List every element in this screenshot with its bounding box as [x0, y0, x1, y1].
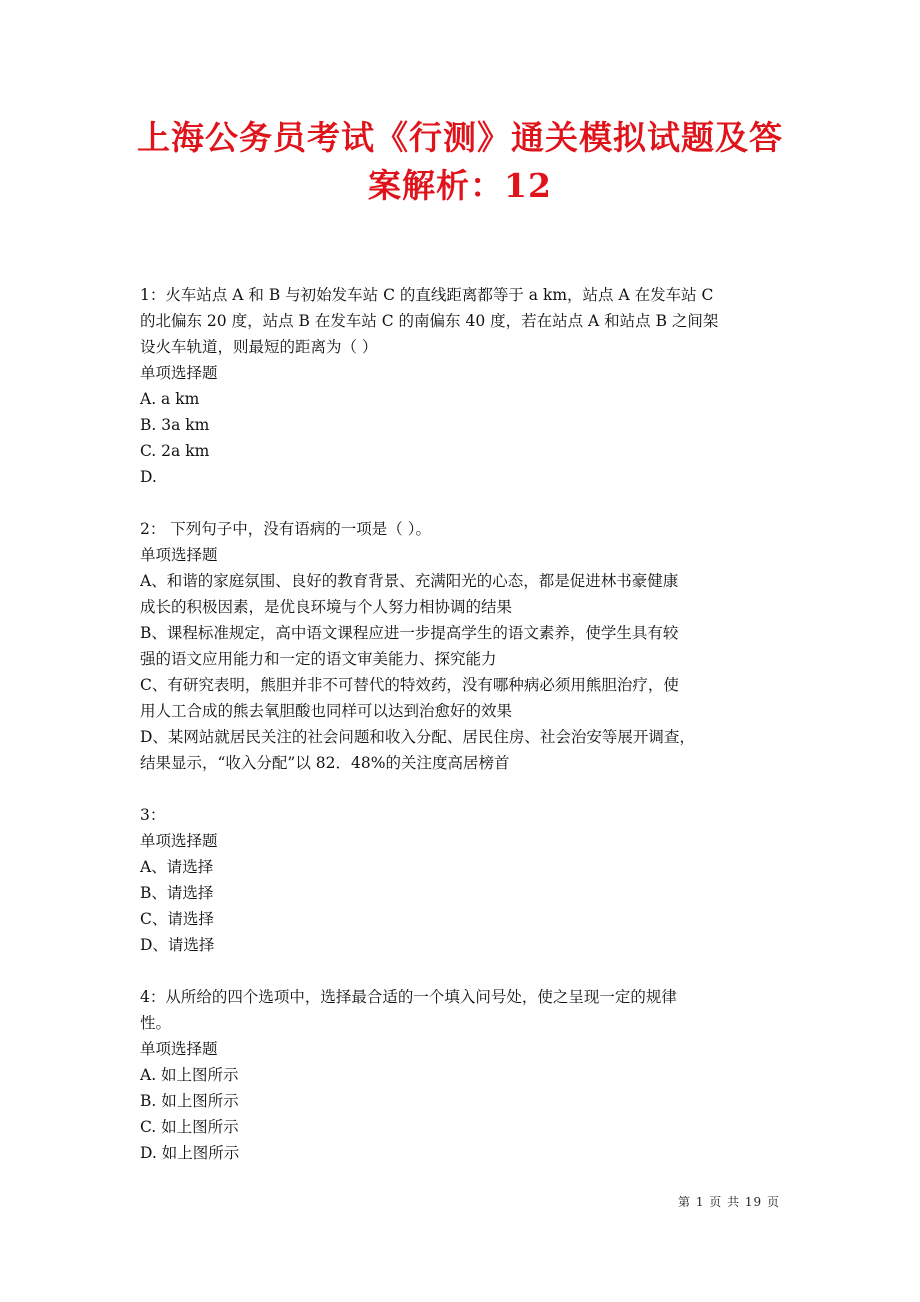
q3-stem: 3： — [140, 806, 166, 824]
q4-option-c: C. 如上图所示 — [140, 1118, 239, 1136]
q1-stem-line-1: 1：火车站点 A 和 B 与初始发车站 C 的直线距离都等于 a km，站点 A 在发车站 C — [140, 286, 714, 304]
q4-stem-line-2: 性。 — [140, 1014, 172, 1032]
q2-option-c-line-1: C、有研究表明，熊胆并非不可替代的特效药，没有哪种病必须用熊胆治疗，使 — [140, 676, 679, 694]
q3-option-a: A、请选择 — [140, 858, 214, 876]
q2-stem: 2： 下列句子中，没有语病的一项是（ ）。 — [140, 520, 431, 538]
document-title-line-1: 上海公务员考试《行测》通关模拟试题及答 — [137, 118, 783, 157]
q4-option-b: B. 如上图所示 — [140, 1092, 239, 1110]
q2-type: 单项选择题 — [140, 546, 218, 564]
q4-option-d: D. 如上图所示 — [140, 1144, 240, 1162]
q4-stem-line-1: 4：从所给的四个选项中，选择最合适的一个填入问号处，使之呈现一定的规律 — [140, 988, 677, 1006]
q4-option-a: A. 如上图所示 — [140, 1066, 239, 1084]
q4-type: 单项选择题 — [140, 1040, 218, 1058]
q1-type: 单项选择题 — [140, 364, 218, 382]
q3-option-c: C、请选择 — [140, 910, 214, 928]
q2-option-d-line-2: 结果显示，“收入分配”以 82．48%的关注度高居榜首 — [140, 754, 510, 772]
q2-option-c-line-2: 用人工合成的熊去氧胆酸也同样可以达到治愈好的效果 — [140, 702, 513, 720]
document-title-line-2: 案解析：12 — [368, 166, 552, 205]
q1-option-c: C. 2a km — [140, 442, 210, 460]
q3-option-b: B、请选择 — [140, 884, 214, 902]
q1-stem-line-3: 设火车轨道，则最短的距离为（ ） — [140, 338, 378, 356]
q2-option-b-line-1: B、课程标准规定，高中语文课程应进一步提高学生的语文素养，使学生具有较 — [140, 624, 679, 642]
q2-option-a-line-2: 成长的积极因素，是优良环境与个人努力相协调的结果 — [140, 598, 513, 616]
q1-option-b: B. 3a km — [140, 416, 210, 434]
q1-stem-line-2: 的北偏东 20 度，站点 B 在发车站 C 的南偏东 40 度，若在站点 A 和站点 B 之间架 — [140, 312, 719, 330]
q1-option-a: A. a km — [140, 390, 200, 408]
q3-option-d: D、请选择 — [140, 936, 215, 954]
q1-option-d: D. — [140, 468, 157, 486]
page-indicator: 第 1 页 共 19 页 — [678, 1195, 780, 1209]
q2-option-a-line-1: A、和谐的家庭氛围、良好的教育背景、充满阳光的心态，都是促进林书豪健康 — [140, 572, 679, 590]
q2-option-b-line-2: 强的语文应用能力和一定的语文审美能力、探究能力 — [140, 650, 497, 668]
q3-type: 单项选择题 — [140, 832, 218, 850]
q2-option-d-line-1: D、某网站就居民关注的社会问题和收入分配、居民住房、社会治安等展开调查， — [140, 728, 695, 746]
